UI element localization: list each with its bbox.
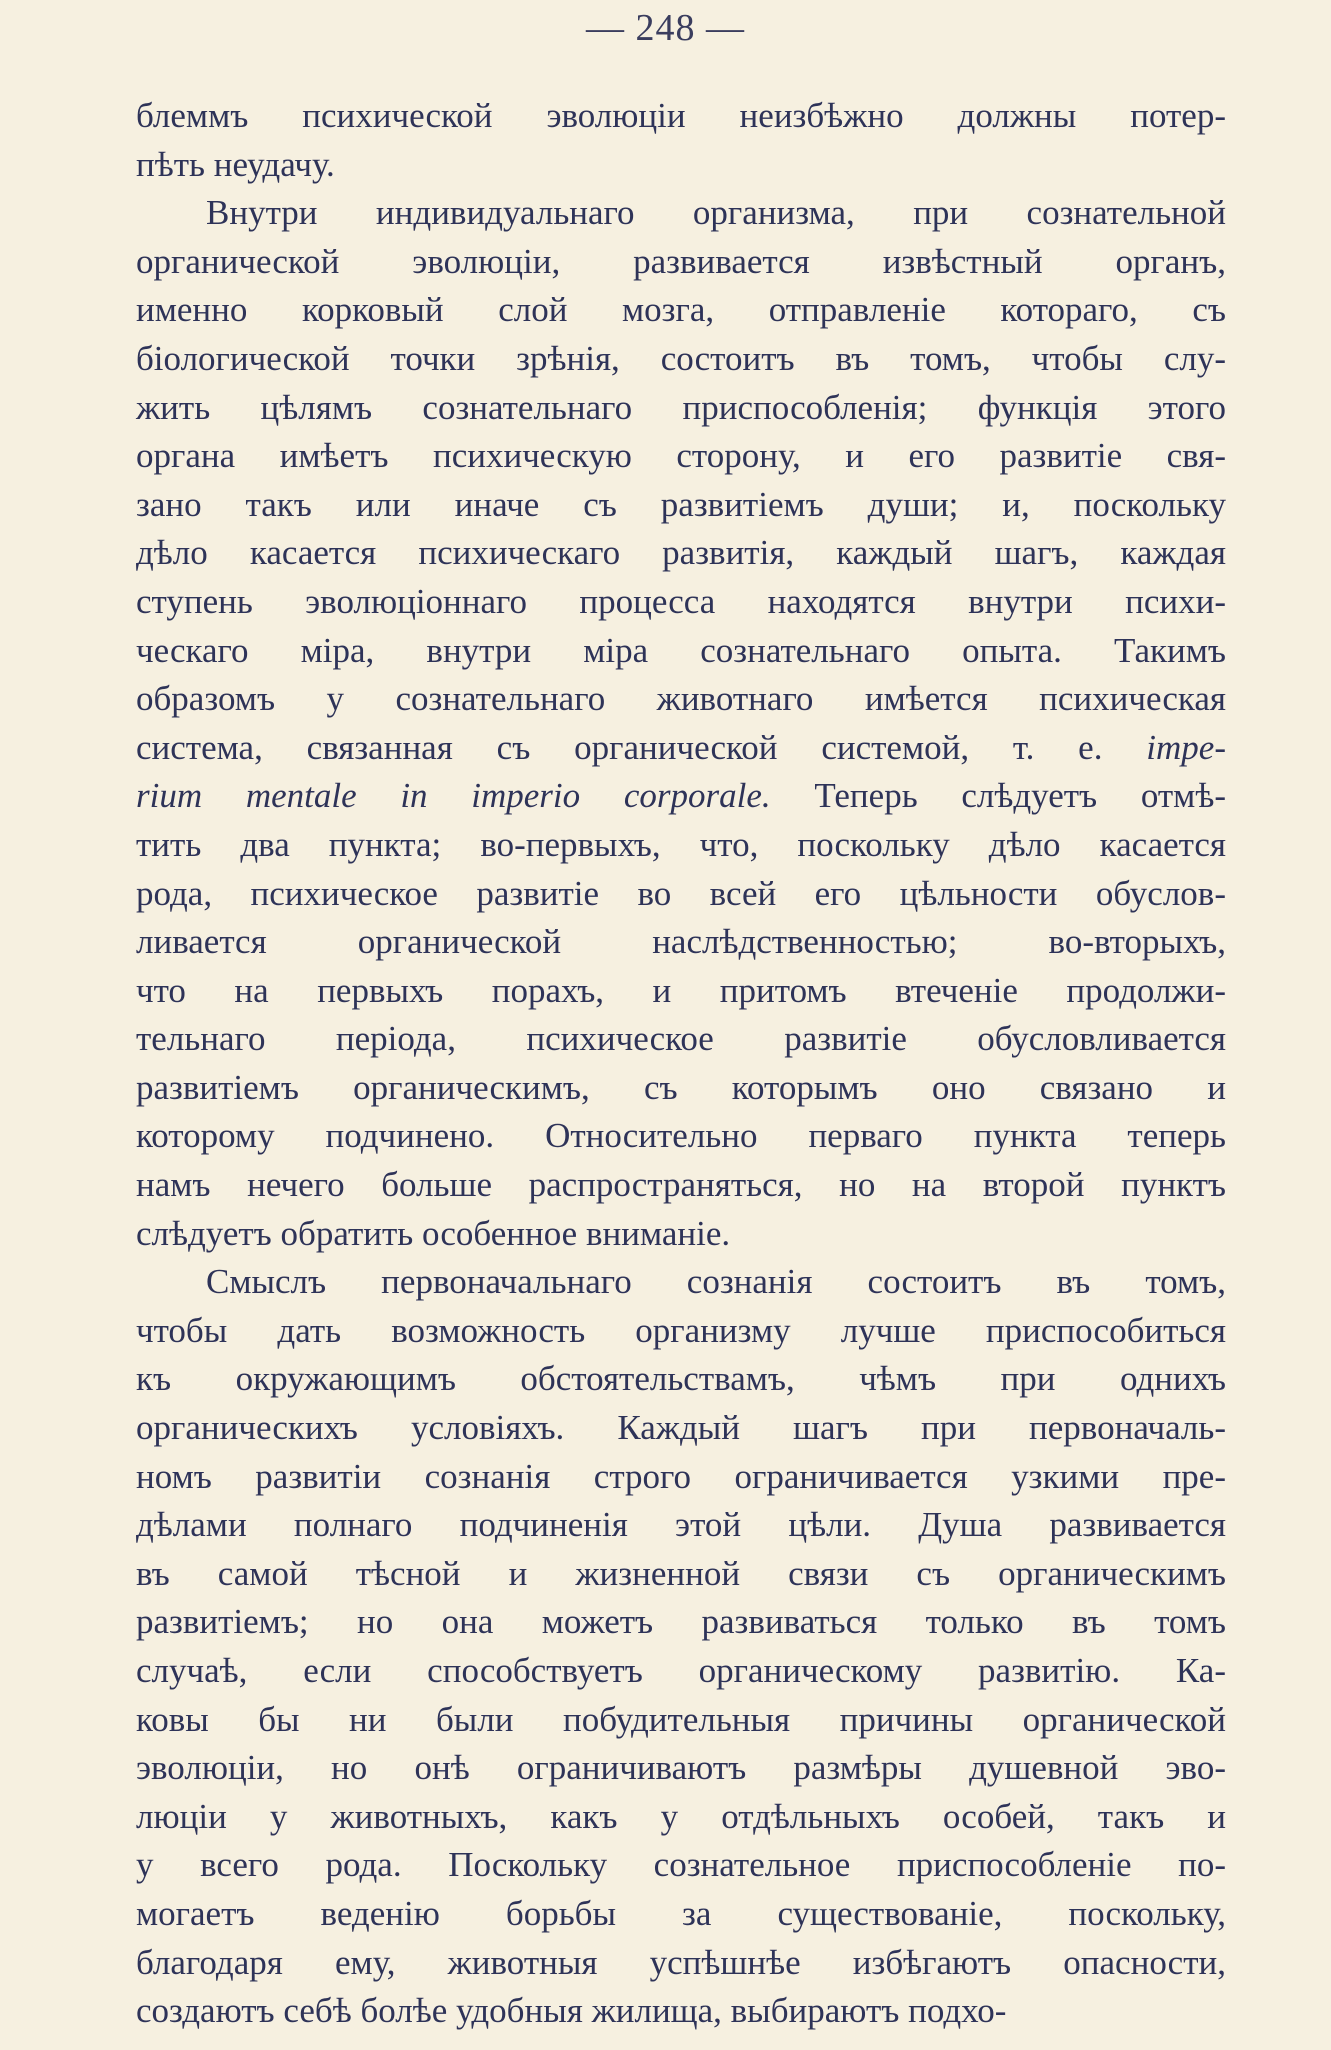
text-line: благодаря ему, животныя успѣшнѣе избѣгаютъ опасности, [136,1942,1226,1982]
text-line: у всего рода. Поскольку сознательное приспособленіе по- [136,1845,1226,1885]
text-line: чтобы дать возможность организму лучше приспособиться [136,1310,1226,1350]
text-line: жить цѣлямъ сознательнаго приспособленія; функція этого [136,387,1226,427]
text-line: къ окружающимъ обстоятельствамъ, чѣмъ при однихъ [136,1359,1226,1399]
text-line: блеммъ психической эволюціи неизбѣжно должны потер- [136,96,1226,135]
text-line: органическихъ условіяхъ. Каждый шагъ при первоначаль- [136,1408,1226,1448]
paragraph [136,1258,1226,2036]
text-line: могаетъ веденію борьбы за существованіе, поскольку, [136,1893,1226,1933]
text-line: что на первыхъ порахъ, и притомъ втеченіе продолжи- [136,970,1226,1010]
text-line: система, связанная съ органической системой, т. е. impe- [136,727,1226,767]
text-line: rium mentale in imperio corporale. Теперь слѣдуетъ отмѣ- [136,776,1226,816]
text-line: ступень эволюціоннаго процесса находятся внутри психи- [136,581,1226,621]
text-line: рода, психическое развитіе во всей его цѣльности обуслов- [136,873,1226,913]
paragraph [136,189,1226,1258]
text-line: дѣло касается психическаго развитія, каждый шагъ, каждая [136,533,1226,573]
text-line: номъ развитіи сознанія строго ограничивается узкими пре- [136,1456,1226,1496]
text-line: намъ нечего больше распространяться, но на второй пунктъ [136,1165,1226,1205]
text-line: Смыслъ первоначальнаго сознанія состоитъ въ томъ, [206,1262,1226,1302]
text-line: тельнаго періода, психическое развитіе обусловливается [136,1019,1226,1059]
text-line: люціи у животныхъ, какъ у отдѣльныхъ особей, такъ и [136,1796,1226,1836]
text-line: въ самой тѣсной и жизненной связи съ органическимъ [136,1553,1226,1593]
text-line: Внутри индивидуальнаго организма, при сознательной [206,193,1226,233]
text-line: ческаго міра, внутри міра сознательнаго опыта. Такимъ [136,630,1226,670]
text-line: создаютъ себѣ болѣе удобныя жилища, выбираютъ подхо- [136,1991,1007,2031]
text-line: ковы бы ни были побудительныя причины органической [136,1699,1226,1739]
text-line: эволюціи, но онѣ ограничиваютъ размѣры душевной эво- [136,1748,1226,1788]
text-line: органической эволюціи, развивается извѣстный органъ, [136,241,1226,281]
text-line: случаѣ, если способствуетъ органическому развитію. Ка- [136,1651,1226,1690]
text-line: образомъ у сознательнаго животнаго имѣется психическая [136,679,1226,719]
text-line: которому подчинено. Относительно перваго пункта теперь [136,1116,1226,1156]
text-line: зано такъ или иначе съ развитіемъ души; и, поскольку [136,484,1226,524]
page-number: — 248 — [586,7,745,49]
text-line: тить два пункта; во-первыхъ, что, поскольку дѣло касается [136,824,1226,864]
text-line: именно корковый слой мозга, отправленіе котораго, съ [136,290,1226,330]
text-line: дѣлами полнаго подчиненія этой цѣли. Душа развивается [136,1505,1226,1545]
text-line: ливается органической наслѣдственностью; во-вторыхъ, [136,922,1226,962]
text-line: пѣть неудачу. [136,144,335,184]
text-line: слѣдуетъ обратить особенное вниманіе. [136,1213,731,1253]
paragraph [136,92,1226,189]
text-line: развитіемъ; но она можетъ развиваться только въ томъ [136,1602,1226,1642]
text-line: органа имѣетъ психическую сторону, и его развитіе свя- [136,436,1226,476]
text-line: біологической точки зрѣнія, состоитъ въ томъ, чтобы слу- [136,338,1226,378]
body-text [136,92,1226,2036]
text-line: развитіемъ органическимъ, съ которымъ оно связано и [136,1067,1226,1107]
